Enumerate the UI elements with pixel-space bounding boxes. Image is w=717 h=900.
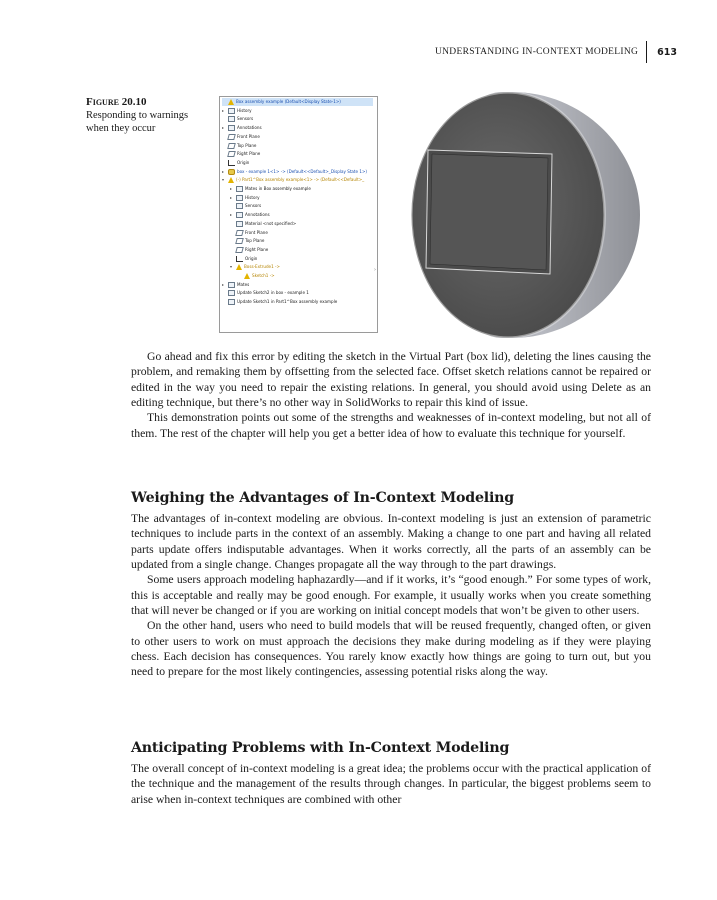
tree-row-label: Origin	[237, 159, 250, 165]
expand-arrow-icon: ▸	[222, 168, 225, 174]
tree-row-label: Box assembly example (Default<Display State-1>)	[236, 99, 341, 104]
plane-icon	[227, 134, 236, 140]
plane-icon	[235, 238, 244, 244]
intro-paragraphs	[131, 349, 651, 441]
tree-row-label: Mates	[237, 281, 250, 287]
section-advantages-body	[131, 511, 651, 680]
tree-row-label: Material <not specified>	[245, 220, 297, 226]
plane-icon	[227, 151, 236, 157]
expand-arrow-icon: ▾	[222, 177, 225, 183]
tree-row-label: box - example 1<1> -> (Default<<Default>_Display State 1>)	[237, 168, 367, 174]
tree-row-label: Annotations	[237, 125, 262, 131]
plane-icon	[227, 143, 236, 149]
tree-row	[230, 220, 373, 228]
tree-row	[222, 98, 373, 106]
tree-row	[222, 159, 373, 167]
tree-row	[222, 142, 373, 150]
tree-row-label: Sketch1 ->	[252, 273, 275, 278]
origin-icon	[228, 160, 235, 166]
folder-icon	[228, 299, 235, 305]
tree-row	[222, 115, 373, 123]
expand-arrow-icon: ▸	[230, 194, 233, 200]
folder-icon	[228, 290, 235, 296]
tree-row-label: Right Plane	[237, 151, 261, 157]
folder-icon	[228, 282, 235, 288]
warn-icon	[236, 264, 242, 270]
tree-row-label: Sensors	[245, 203, 262, 209]
origin-icon	[236, 256, 243, 262]
running-head-title: UNDERSTANDING IN-CONTEXT MODELING	[434, 47, 639, 57]
paragraph: Some users approach modeling haphazardly—and if it works, it’s “good enough.” For some types of work, this is acceptable and really may be good enough. For example, it usually works when you create something that will never be changed or if you are working on initial concept models that won’t be given to other users.	[131, 573, 651, 618]
tree-row	[222, 176, 373, 184]
expand-arrow-icon: ▾	[230, 264, 233, 270]
tree-row-label: History	[245, 194, 260, 200]
plane-icon	[235, 247, 244, 253]
figure-caption-text: Responding to warnings when they occur	[86, 110, 189, 134]
tree-row	[230, 263, 373, 271]
tree-row	[222, 168, 373, 176]
tree-row-label: Top Plane	[245, 238, 265, 244]
section-heading-advantages: Weighing the Advantages of In-Context Modeling	[131, 490, 514, 506]
folder-icon	[228, 125, 235, 131]
tree-row	[230, 237, 373, 245]
paragraph: The advantages of in-context modeling are obvious. In-context modeling is just an extension of parametric techniques to include parts in the context of an assembly. Making a change to one part and having all related parts update offers indisputable advantages. When it works correctly, all the parts of an assembly can be updated from a single change. Changes propagate all the way through to the part drawings.	[131, 512, 651, 572]
tree-row-label: Update Sketch2 in box - example 1	[237, 290, 309, 296]
asm-icon	[228, 169, 235, 175]
panel-grip-icon: ›	[374, 267, 376, 273]
folder-icon	[236, 212, 243, 218]
warn-icon	[228, 177, 234, 183]
warn-icon	[244, 273, 250, 279]
expand-arrow-icon: ▸	[222, 107, 225, 113]
tree-row-label: Update Sketch1 in Part1^Box assembly example	[237, 299, 338, 305]
figure-label: Figure 20.10	[86, 96, 147, 108]
tree-row-label: (-) Part1^Box assembly example<1> -> (Default<<Default>_	[236, 177, 365, 183]
tree-row	[230, 211, 373, 219]
tree-row-label: Front Plane	[237, 133, 260, 139]
folder-icon	[228, 116, 235, 122]
warn-icon	[228, 99, 234, 105]
running-head	[435, 41, 677, 63]
folder-icon	[236, 186, 243, 192]
expand-arrow-icon: ▸	[222, 281, 225, 287]
section-problems-body	[131, 761, 651, 807]
model-view-image	[384, 84, 646, 346]
tree-row-label: Top Plane	[237, 142, 257, 148]
folder-icon	[236, 195, 243, 201]
tree-row-label: Boss-Extrude1 ->	[244, 264, 280, 270]
tree-row	[230, 202, 373, 210]
expand-arrow-icon: ▸	[222, 125, 225, 131]
tree-row	[222, 298, 373, 306]
running-head-divider	[646, 41, 647, 63]
tree-row	[222, 107, 373, 115]
tree-row	[230, 255, 373, 263]
paragraph: Go ahead and fix this error by editing the sketch in the Virtual Part (box lid), deleting the lines causing the problem, and remaking them by offsetting from the selected face. Offset sketch relations cannot be repaired or edited in the way you need to repair the existing relations. In general, you should avoid using Delete as an editing technique, but there’s no other way in SolidWorks to repair this kind of issue.	[131, 350, 651, 410]
tree-row-label: Right Plane	[245, 246, 269, 252]
tree-row	[238, 272, 373, 280]
paragraph: This demonstration points out some of the strengths and weaknesses of in-context modeling, but not all of them. The rest of the chapter will help you get a better idea of how to evaluate this technique for yourself.	[131, 411, 651, 440]
tree-row-label: Mates in Box assembly example	[245, 186, 311, 191]
plane-icon	[235, 230, 244, 236]
tree-row	[222, 133, 373, 141]
tree-row-label: Annotations	[245, 212, 270, 218]
expand-arrow-icon: ▸	[230, 212, 233, 218]
paragraph: On the other hand, users who need to build models that will be reused frequently, changed often, or given to other users to work on must approach the decisions they make during modeling as if they were playing chess. Each decision has consequences. You rarely know exactly how things are going to turn out, but you need to prepare for the most likely contingencies, assessing potential risks along the way.	[131, 619, 651, 679]
folder-icon	[236, 203, 243, 209]
tree-row-label: Origin	[245, 255, 258, 261]
page-number: 613	[657, 46, 677, 58]
feature-manager-tree-image	[219, 96, 378, 333]
tree-row	[222, 289, 373, 297]
figure-caption	[86, 96, 211, 135]
tree-row-label: Sensors	[237, 116, 254, 122]
tree-row	[230, 185, 373, 193]
folder-icon	[228, 108, 235, 114]
expand-arrow-icon: ▸	[230, 186, 233, 191]
tree-row	[222, 150, 373, 158]
lid-face	[426, 150, 552, 274]
tree-row	[230, 194, 373, 202]
tree-row	[222, 124, 373, 132]
folder-icon	[236, 221, 243, 227]
tree-row	[230, 246, 373, 254]
tree-row	[230, 229, 373, 237]
tree-row	[222, 281, 373, 289]
section-heading-problems: Anticipating Problems with In-Context Modeling	[131, 740, 510, 756]
paragraph: The overall concept of in-context modeling is a great idea; the problems occur with the practical application of the technique and the management of the results through changes. In particular, the biggest problems seem to arise when in-context techniques are combined with other	[131, 762, 651, 806]
tree-row-label: Front Plane	[245, 229, 268, 235]
tree-row-label: History	[237, 107, 252, 113]
